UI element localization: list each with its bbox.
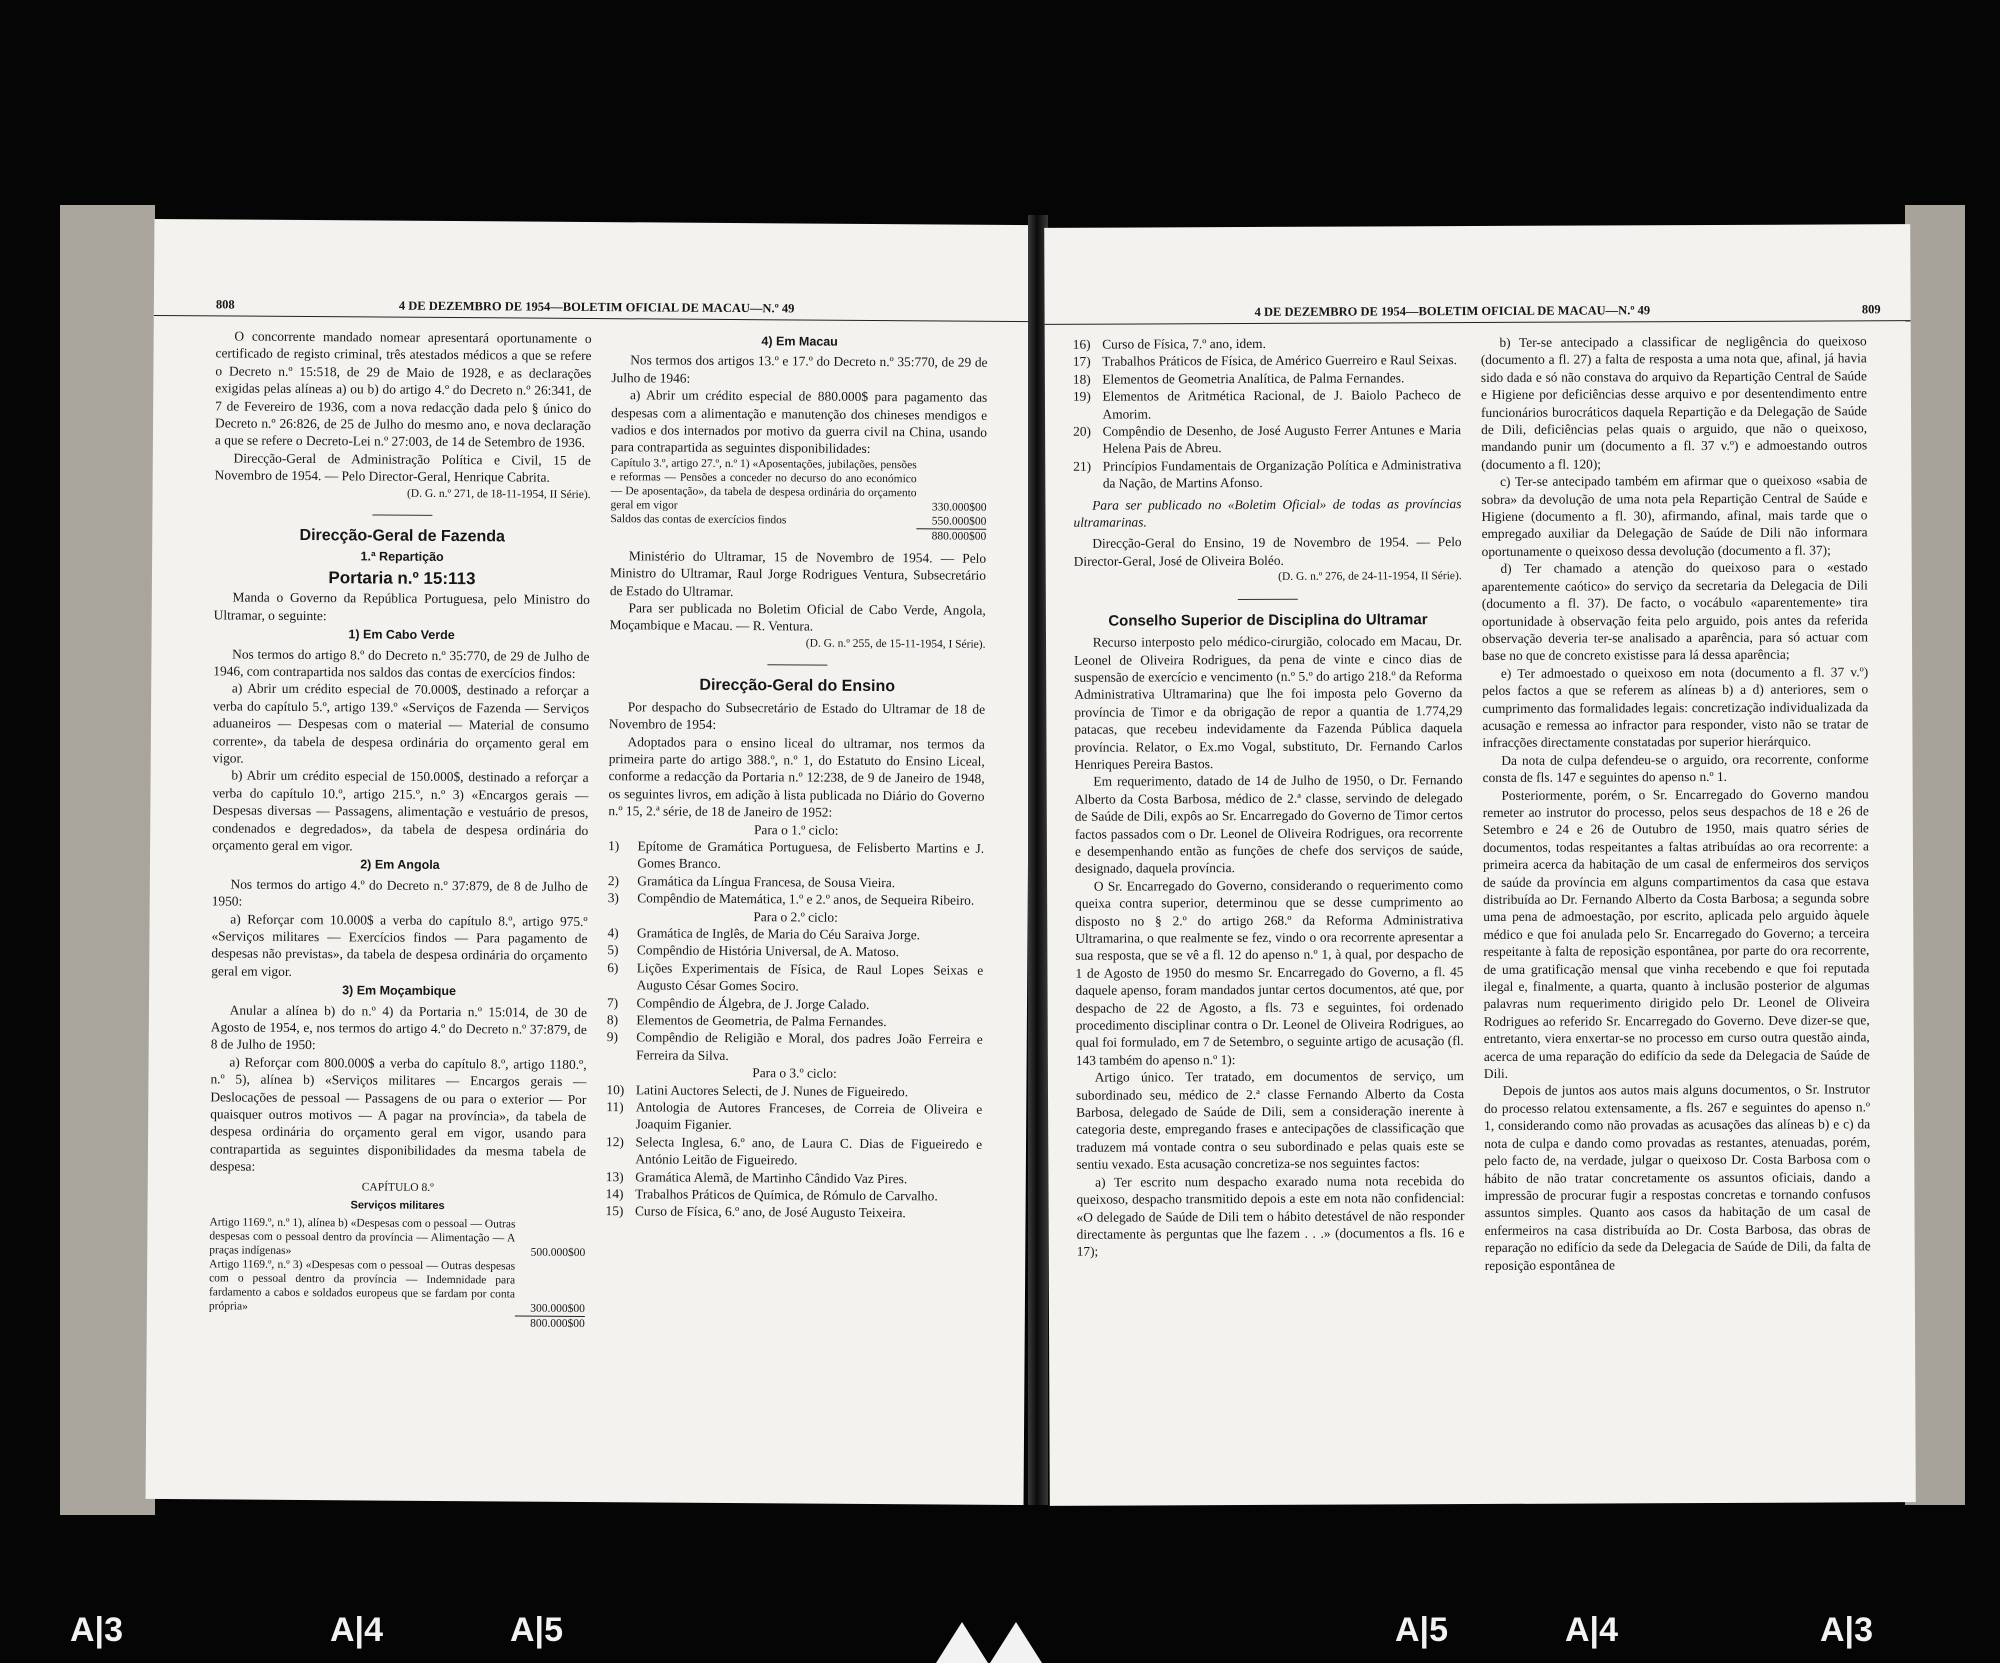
film-marker: A|3 [1820, 1611, 1873, 1649]
paragraph: Em requerimento, datado de 14 de Julho de 1950, o Dr. Fernando Alberto da Costa Barbosa, médico de 2.ª classe, servindo de delegado de Saúde de Dili, expôs ao Sr. Encarregado do Governo de Timor certos factos passados com o Dr. Leonel de Oliveira Rodrigues, ora recorrente e desempenhando então as funções de chefe dos serviços de saúde, designado, daquela província. [1074, 772, 1463, 877]
left-page-number: 808 [215, 297, 235, 312]
item-text: Lições Experimentais de Física, de Raul Lopes Seixas e Augusto César Gomes Sociro. [636, 960, 984, 994]
paragraph: Anular a alínea b) do n.º 4) da Portaria n.º 15:014, de 30 de Agosto de 1954, e, nos termos do artigo 4.º do Decreto n.º 37:879, de 8 de Julho de 1950: [210, 1002, 588, 1053]
paragraph: d) Ter chamado a atenção do queixoso para o «estado aparentemente caótico» do serviço da secretaria da Delegacia de Dili (documento a fl. 37). De facto, o vocábulo «aparentemente» tira oportunidade à observação feita pelo arguido, pois antes da referida observação deveria ter-se analisado a aparência, para só actuar com base no que de concreto existisse para lá dessa aparência; [1481, 559, 1869, 664]
ciclo-heading: Para o 1.º ciclo: [753, 821, 839, 838]
item-number: 12) [605, 1133, 624, 1150]
divider [372, 515, 432, 516]
paragraph: Direcção-Geral do Ensino, 19 de Novembro de 1954. — Pelo Director-Geral, José de Oliveira Boléo. [1073, 534, 1462, 569]
table-cell: Artigo 1169.º, n.º 1), alínea b) «Despesas com o pessoal — Outras despesas com o pessoal dentro da província — Alimentação — A praças indígenas» [209, 1216, 516, 1258]
ciclo-heading: Para o 2.º ciclo: [753, 908, 838, 925]
item-number: 15) [605, 1203, 624, 1219]
list-item [608, 837, 984, 874]
item-text: Gramática Alemã, de Martinho Cândido Vaz Pires. [635, 1168, 908, 1186]
table-total: 880.000$00 [916, 529, 986, 544]
item-number: 5) [607, 942, 619, 958]
capitulo-title: CAPÍTULO 8.º [361, 1181, 434, 1194]
table-row [209, 1215, 585, 1260]
table-cell: Capítulo 3.º, artigo 27.º, n.º 1) «Aposentações, jubilações, pensões e reformas — Pensões a conceder no decurso do ano económico — De aposentação», da tabela de despesa ordinária do orçamento geral em vigor [610, 456, 917, 512]
paragraph: Nos termos do artigo 4.º do Decreto n.º 37:879, de 8 de Julho de 1950: [211, 876, 588, 909]
item-text: Princípios Fundamentais de Organização Política e Administrativa da Nação, de Martins Afonso. [1102, 456, 1462, 491]
paragraph: Artigo único. Ter tratado, em documentos de serviço, um subordinado seu, médico de 2.ª classe Fernando Alberto da Costa Barbosa, delegado de Saúde de Dili, sem a consideração inerente à categoria deste, empregando frases e antecipações de classificação que traduzem má vontade contra o seu subordinado e pelas quais este se sentiu vexado. Esta acusação concretiza-se nos seguintes factos: [1075, 1068, 1465, 1173]
item-number: 8) [606, 1012, 619, 1028]
item-text: Elementos de Aritmética Racional, de J. Baiolo Pacheco de Amorim. [1102, 387, 1461, 422]
item-number: 10) [606, 1081, 625, 1097]
section-title: Direcção-Geral do Ensino [699, 677, 896, 696]
left-column-1 [209, 327, 592, 1330]
paragraph: Depois de juntos aos autos mais alguns documentos, o Sr. Instrutor do processo relatou extensamente, a fls. 267 e seguintes do apenso n.º 1, considerando como não provadas as acusações das alíneas b) e c) da nota de culpa e dando como provadas as restantes, atenuadas, porém, pelo facto de, na verdade, julgar o queixoso Dr. Costa Barbosa com o hábito de não tratar concretamente os assuntos oficiais, dando a impressão de procurar fugir a respostas concretas e tornando confusos assuntos simples. Quanto aos casos da habitação de um casal de enfermeiros na casa distribuída ao Dr. Costa Barbosa, das obras de reparação no edifício da sede da Delegacia de Saúde de Dili, da falta de reposição espontânea de [1484, 1081, 1871, 1273]
paragraph: Da nota de culpa defendeu-se o arguido, ora recorrente, conforme consta de fls. 147 e seguintes do apenso n.º 1. [1482, 751, 1869, 786]
paragraph: Posteriormente, porém, o Sr. Encarregado do Governo mandou remeter ao instrutor do processo, pelos seus despachos de 18 e 26 de Setembro e 24 e 26 de Outubro de 1950, mais quatro séries de documentos, todas respeitantes a faltas atribuídas ao ora recorrente: a primeira acerca da habitação de um casal de enfermeiros dos serviços de saúde da província em alguns compartimentos da casa que estava distribuída ao Dr. Fernando Alberto da Costa Barbosa; a segunda sobre uma pena de admoestação, por escrito, aplicada pelo arguido àquele médico e que foi anulada pelo Sr. Encarregado do Governo; a terceira respeitante à falta de reposição espontânea, por parte do ora recorrente, de uma gratificação mensal que vinha recebendo e que foi reputada ilegal e, finalmente, a quarta, quanto à inclusão posterior de algumas palavras num requerimento dirigido pelo Dr. Leonel de Oliveira Rodrigues ao referido Sr. Encarregado do Governo. Deve dizer-se que, entretanto, viera enxertar-se no processo em curso outra questão ainda, acerca de uma reparação do edifício da sede da Delegacia de Saúde de Dili. [1482, 785, 1870, 1082]
publish-note: Para ser publicado no «Boletim Oficial» de todas as províncias ultramarinas. [1073, 495, 1462, 530]
table-amount: 300.000$00 [530, 1302, 585, 1315]
list-item [607, 1029, 983, 1066]
list-item [1073, 351, 1461, 370]
item-number: 21) [1073, 458, 1092, 474]
item-number: 11) [606, 1099, 624, 1115]
citation: (D. G. n.º 271, de 18-11-1954, II Série). [406, 487, 591, 501]
list-item [1073, 369, 1461, 388]
item-text: Trabalhos Práticos de Química, de Rómulo de Carvalho. [635, 1186, 938, 1204]
citation: (D. G. n.º 276, de 24-11-1954, II Série). [1278, 570, 1462, 584]
item-number: 19) [1072, 388, 1091, 404]
paragraph: Para ser publicada no Boletim Oficial de Cabo Verde, Angola, Moçambique e Macau. — R. Ventura. [609, 600, 986, 635]
paragraph: O concorrente mandado nomear apresentará oportunamente o certificado de registo criminal, três atestados médicos a que se refere o Decreto n.º 15:518, de 29 de Maio de 1928, e as declarações exigidas pelas alíneas a) ou b) do artigo 4.º do Decreto n.º 26:341, de 7 de Fevereiro de 1936, com a nova redacção dada pelo § único do Decreto n.º 26:826, de 25 de Julho do mesmo ano, e nova declaração a que se refere o Decreto-Lei n.º 27:003, de 14 de Setembro de 1936. [214, 328, 592, 451]
left-page [146, 219, 1033, 1505]
divider [767, 665, 827, 666]
left-page-header [154, 293, 1032, 322]
citation: (D. G. n.º 255, de 15-11-1954, I Série). [805, 637, 986, 651]
item-text: Gramática da Língua Francesa, de Sousa Vieira. [637, 873, 896, 890]
list-item [1073, 334, 1461, 353]
film-marker: A|3 [70, 1611, 123, 1649]
item-text: Epítome de Gramática Portuguesa, de Felisberto Martins e J. Gomes Branco. [637, 838, 985, 872]
item-text: Elementos de Geometria Analítica, de Palma Fernandes. [1102, 370, 1405, 387]
right-page [1044, 224, 1916, 1506]
item-number: 14) [605, 1186, 624, 1202]
portaria-title: Portaria n.º 15:113 [328, 568, 476, 589]
paragraph: Recurso interposto pelo médico-cirurgião, colocado em Macau, Dr. Leonel de Oliveira Rodrigues, da pena de vinte e cinco dias de suspensão de exercício e vencimento (n.º 5.º do artigo 218.º da Reforma Administrativa Ultramarina) que lhe foi imposta pelo Governo da província de Timor e da obrigação de repor a quantia de 1.774,29 patacas, que recebeu indevidamente da Fazenda Pública daquela província. Relator, o Ex.mo Vogal, substituto, Dr. Fernando Carlos Henriques Pereira Bastos. [1074, 633, 1463, 772]
subsection-title: 4) Em Macau [761, 334, 838, 349]
item-number: 3) [607, 890, 619, 906]
list-item [606, 1098, 982, 1135]
item-text: Elementos de Geometria, de Palma Fernandes. [636, 1012, 887, 1030]
table-row [610, 512, 986, 529]
capitulo-subtitle: Serviços militares [350, 1199, 445, 1212]
table-amount: 330.000$00 [931, 501, 987, 514]
item-text: Gramática de Inglês, de Maria do Céu Saraiva Jorge. [636, 925, 921, 943]
list-item [606, 1203, 982, 1223]
paragraph: Nos termos do artigo 8.º do Decreto n.º 35:770, de 29 de Julho de 1946, com contrapartida nos saldos das contas de exercícios findos: [213, 646, 590, 681]
left-column-2 [606, 330, 988, 1222]
table-cell: Artigo 1169.º, n.º 3) «Despesas com o pessoal — Outras despesas com o pessoal dentro da província — Indemnidade para fardamento a cabos e soldados europeus que se fardam por conta própria» [208, 1258, 516, 1313]
right-page-header [1045, 298, 1911, 325]
table-total-row [610, 526, 986, 543]
ciclo-heading: Para o 3.º ciclo: [752, 1065, 837, 1081]
item-text: Compêndio de Desenho, de José Augusto Ferrer Antunes e Maria Helena Pais de Abreu. [1102, 422, 1462, 457]
paragraph: Adoptados para o ensino liceal do ultramar, nos termos da primeira parte do artigo 388.º, n.º 1, do Estatuto do Ensino Liceal, conforme a redacção da Portaria n.º 12:238, de 9 de Janeiro de 1948, os seguintes livros, em adição à lista publicada no Diário do Governo n.º 15, 2.ª série, de 18 de Janeiro de 1952: [608, 733, 985, 820]
film-marker: A|4 [1565, 1611, 1618, 1649]
paragraph: c) Ter-se antecipado também em afirmar que o queixoso «sabia de sobra» da devolução de uma nota pela Repartição Central de Saúde e Higiene (documento a fl. 30), afirmando, afinal, mais tarde que o empregado auxiliar da Delegação de Saúde de Dili não informara oportunamente o queixoso dessa devolução (documento a fl. 37); [1481, 472, 1868, 559]
film-marker: A|4 [330, 1611, 383, 1649]
section-title: Conselho Superior de Disciplina do Ultramar [1108, 610, 1428, 630]
paragraph: Direcção-Geral de Administração Política e Civil, 15 de Novembro de 1954. — Pelo Director-Geral, Henrique Cabrita. [214, 450, 591, 485]
table-total: 800.000$00 [515, 1316, 585, 1331]
item-text: Latini Auctores Selecti, de J. Nunes de Figueiredo. [635, 1081, 909, 1099]
item-number: 9) [606, 1029, 618, 1045]
budget-table [610, 456, 987, 544]
subsection-title: 1) Em Cabo Verde [348, 627, 455, 643]
budget-table [209, 1215, 586, 1330]
list-item [1073, 456, 1461, 493]
table-row [209, 1257, 585, 1316]
item-number: 17) [1072, 354, 1091, 370]
item-number: 4) [607, 925, 619, 941]
table-cell: Saldos das contas de exercícios findos [610, 513, 787, 527]
paragraph: a) Reforçar com 800.000$ a verba do capítulo 8.º, artigo 1180.º, n.º 5), alínea b) «Serviços militares — Encargos gerais — Deslocações de pessoal — Passagens de ou para o exterior — Por quaisquer outros motivos — A pagar na província», da tabela de despesa ordinária do orçamento geral em vigor, usando para contrapartida as seguintes disponibilidades da mesma tabela de despesa: [209, 1054, 587, 1174]
paragraph: a) Ter escrito num despacho exarado numa nota recebida do queixoso, despacho transmitido depois a este em nota não confidencial: «O delegado de Saúde de Dili tem o hábito detestável de não responder directamente às perguntas que lhe fazem . . .» (documentos a fls. 16 e 17); [1076, 1172, 1465, 1260]
item-number: 1) [608, 838, 620, 854]
item-text: Curso de Física, 6.º ano, de José Augusto Teixeira. [634, 1203, 906, 1221]
item-number: 18) [1072, 371, 1091, 387]
film-marker: A|5 [510, 1611, 563, 1649]
item-text: Curso de Física, 7.º ano, idem. [1102, 335, 1266, 352]
paragraph: Nos termos dos artigos 13.º e 17.º do Decreto n.º 35:770, de 29 de Julho de 1946: [611, 352, 988, 386]
item-text: Antologia de Autores Franceses, de Correia de Oliveira e Joaquim Figanier. [635, 1099, 983, 1133]
right-column-1 [1073, 334, 1465, 1260]
film-arrow-icon [990, 1622, 1042, 1663]
right-column-2 [1481, 332, 1871, 1274]
right-page-number: 809 [1861, 302, 1881, 317]
film-arrow-icon [936, 1622, 988, 1663]
paragraph: Por despacho do Subsecretário de Estado do Ultramar de 18 de Novembro de 1954: [608, 698, 986, 732]
paragraph: Manda o Governo da República Portuguesa, pelo Ministro do Ultramar, o seguinte: [213, 589, 590, 623]
item-number: 7) [606, 994, 619, 1010]
item-number: 2) [607, 872, 620, 888]
item-number: 13) [605, 1168, 624, 1184]
list-item [1073, 421, 1461, 458]
item-number: 6) [607, 959, 619, 975]
list-item [606, 1133, 982, 1170]
paragraph: a) Reforçar com 10.000$ a verba do capítulo 8.º, artigo 975.º «Serviços militares — Exercícios findos — Para pagamento de despesas não previstas», da tabela de despesa ordinária do orçamento geral em vigor. [211, 911, 588, 979]
paragraph: Ministério do Ultramar, 15 de Novembro de 1954. — Pelo Ministro do Ultramar, Raul Jorge Rodrigues Ventura, Subsecretário de Estado do Ultramar. [609, 548, 987, 599]
item-text: Selecta Inglesa, 6.º ano, de Laura C. Dias de Figueiredo e António Leitão de Figueiredo. [635, 1134, 983, 1168]
table-total-row [209, 1313, 585, 1330]
list-item [607, 959, 983, 996]
item-text: Compêndio de Religião e Moral, dos padres João Ferreira e Ferreira da Silva. [636, 1029, 983, 1063]
paragraph: e) Ter admoestado o queixoso em nota (documento a fl. 37 v.º) pelos factos a que se referem as alíneas b) a d) anteriores, sem o cumprimento das formalidades legais: concretização individualizada da acusação e remessa ao infractor para responder, visto não se tratar de infracções directamente constatadas por superior hierárquico. [1482, 664, 1869, 751]
paragraph: a) Abrir um crédito especial de 880.000$ para pagamento das despesas com a alimentação e manutenção dos chineses mendigos e vadios e dos internados por motivo da guerra civil na China, usando para contrapartida as seguintes disponibilidades: [610, 387, 988, 457]
subsection-title: 3) Em Moçambique [342, 983, 457, 999]
paragraph: b) Abrir um crédito especial de 150.000$, destinado a reforçar a verba do capítulo 10.º, artigo 215.º, n.º 3) «Encargos gerais — Despesas diversas — Passagens, alimentação e vestuário de presos, condenados e degredados», da tabela de despesa ordinária do orçamento geral em vigor. [212, 767, 589, 854]
list-item [1073, 386, 1461, 423]
list-item [608, 889, 984, 909]
divider [1238, 598, 1298, 599]
item-number: 20) [1073, 423, 1091, 439]
left-page-title: 4 DE DEZEMBRO DE 1954—BOLETIM OFICIAL DE MACAU—N.º 49 [398, 298, 795, 316]
subsection-title: 1.ª Repartição [360, 549, 444, 565]
item-number: 16) [1072, 336, 1091, 352]
item-text: Trabalhos Práticos de Física, de Américo Guerreiro e Raul Seixas. [1102, 352, 1457, 370]
film-marker: A|5 [1395, 1611, 1448, 1649]
book-edge-left [60, 205, 155, 1515]
item-text: Compêndio de História Universal, de A. Matoso. [636, 942, 900, 960]
item-text: Compêndio de Matemática, 1.º e 2.º anos, de Sequeira Ribeiro. [637, 890, 975, 908]
paragraph: b) Ter-se antecipado a classificar de negligência do queixoso (documento a fl. 27) a falta de resposta a uma nota que, afinal, já havia sido dada e só não constava do arquivo da Repartição Central de Saúde e Higiene por deficiências desse arquivo e por desentendimento entre funcionários burocráticos daquela Repartição e da Delegação de Saúde de Dili, deficiências pelas quais o arguido, que não o queixoso, mandando punir um (documento a fl. 37 v.º) e admoestando outros (documento a fl. 120); [1480, 333, 1868, 472]
paragraph: a) Abrir um crédito especial de 70.000$, destinado a reforçar a verba do capítulo 5.º, artigo 139.º «Serviços de Fazenda — Serviços aduaneiros — Despesas com o material — Material de consumo corrente», da tabela de despesa ordinária do orçamento geral em vigor. [212, 680, 590, 766]
table-amount: 550.000$00 [931, 515, 987, 528]
table-row [610, 456, 986, 515]
right-page-title: 4 DE DEZEMBRO DE 1954—BOLETIM OFICIAL DE MACAU—N.º 49 [1254, 303, 1651, 319]
section-title: Direcção-Geral de Fazenda [299, 527, 506, 546]
table-amount: 500.000$00 [530, 1246, 586, 1260]
item-text: Compêndio de Álgebra, de J. Jorge Calado. [636, 994, 870, 1012]
subsection-title: 2) Em Angola [360, 857, 440, 873]
paragraph: O Sr. Encarregado do Governo, considerando o requerimento como queixa contra superior, determinou que se desse cumprimento ao disposto no § 2.º do artigo 268.º da Reforma Administrativa Ultramarina, o que realmente se fez, vindo o ora recorrente apresentar a sua resposta, que se vê a fl. 12 do apenso n.º 1, à qual, por despacho de 1 de Agosto de 1950 do mesmo Sr. Encarregado do Governo, a fl. 45 daquele apenso, foram mandados juntar certos documentos, até que, por despacho de 22 de Agosto, a fls. 73 e seguintes, foi ordenado procedimento disciplinar contra o Dr. Leonel de Oliveira Rodrigues, ao qual foi formulado, em 7 de Setembro, o seguinte artigo de acusação (fl. 143 também do apenso n.º 1): [1075, 876, 1464, 1068]
